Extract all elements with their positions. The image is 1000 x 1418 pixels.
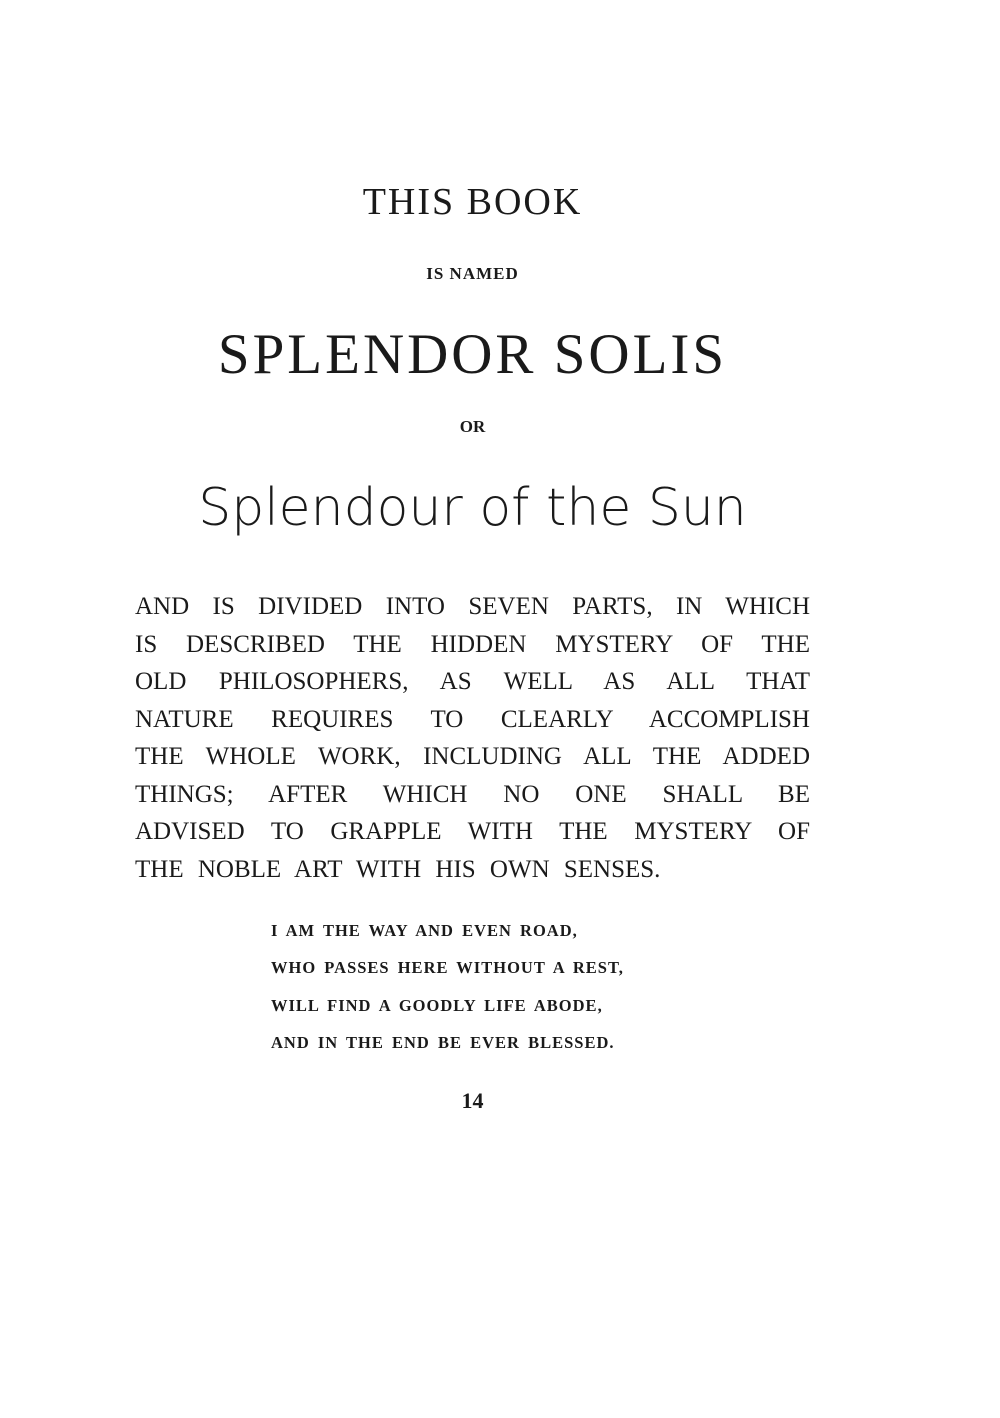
main-title: SPLENDOR SOLIS: [217, 323, 728, 386]
heading-or: OR: [459, 417, 486, 436]
verse-line: WHO PASSES HERE WITHOUT A REST,: [271, 958, 624, 978]
description-line: NATURE REQUIRES TO CLEARLY ACCOMPLISH: [135, 705, 810, 733]
page-number: 14: [461, 1088, 484, 1113]
description-line: AND IS DIVIDED INTO SEVEN PARTS, IN WHICH: [135, 593, 810, 620]
description-line: THE WHOLE WORK, INCLUDING ALL THE ADDED: [135, 743, 810, 770]
verse-line: AND IN THE END BE EVER BLESSED.: [271, 1032, 615, 1052]
heading-is-named: IS NAMED: [426, 264, 519, 283]
description-line: IS DESCRIBED THE HIDDEN MYSTERY OF THE: [135, 630, 810, 658]
description-paragraph: [135, 588, 810, 888]
verse: [271, 918, 624, 1067]
verse-line: WILL FIND A GOODLY LIFE ABODE,: [271, 995, 603, 1015]
description-line: THE NOBLE ART WITH HIS OWN SENSES.: [135, 855, 661, 883]
subtitle: Splendour of the Sun: [198, 478, 747, 538]
description-line: OLD PHILOSOPHERS, AS WELL AS ALL THAT: [135, 668, 810, 695]
description-line: THINGS; AFTER WHICH NO ONE SHALL BE: [135, 780, 810, 808]
description-line: ADVISED TO GRAPPLE WITH THE MYSTERY OF: [135, 818, 810, 845]
heading-this-book: THIS BOOK: [362, 181, 583, 223]
verse-line: I AM THE WAY AND EVEN ROAD,: [271, 921, 578, 940]
